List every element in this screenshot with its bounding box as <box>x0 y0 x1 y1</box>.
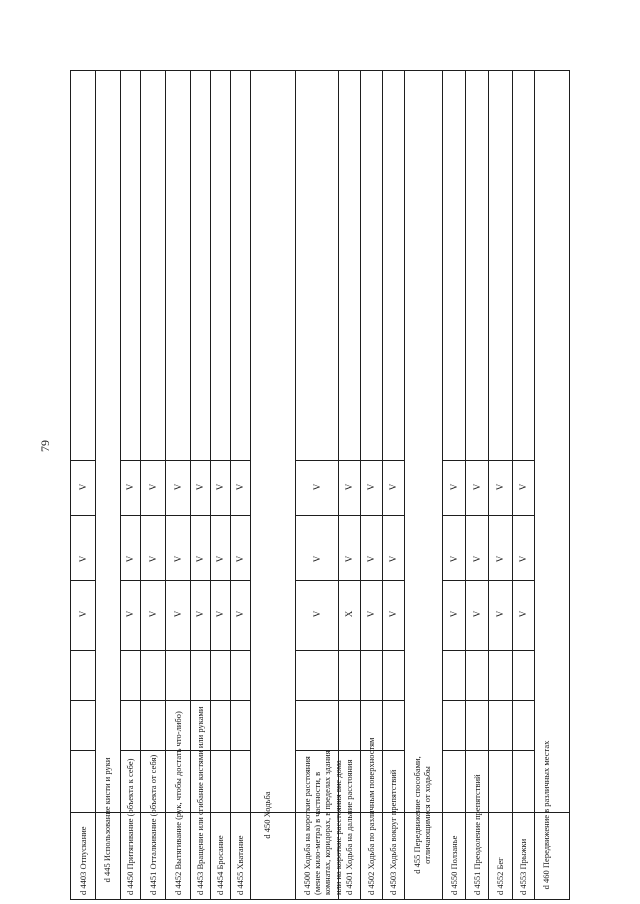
column-separator <box>338 460 360 461</box>
section-heading: d 460 Передвижение в различных местах <box>541 740 551 890</box>
column-separator <box>165 580 190 581</box>
column-separator <box>230 460 250 461</box>
check-mark: V <box>344 483 354 491</box>
row-label: d 4552 Бег <box>495 857 505 895</box>
check-mark: V <box>471 555 482 563</box>
column-separator <box>488 650 512 651</box>
section-heading: d 455 Передвижение способами, отличающимися от ходьбы <box>412 756 433 874</box>
column-separator <box>230 580 250 581</box>
row-separator <box>250 70 251 900</box>
column-separator <box>488 515 512 516</box>
row-separator <box>465 70 466 900</box>
check-mark: V <box>495 483 505 491</box>
column-separator <box>382 700 404 701</box>
check-mark: V <box>235 555 245 563</box>
check-mark: V <box>471 483 482 491</box>
column-separator <box>140 580 165 581</box>
check-mark: V <box>215 610 225 618</box>
check-mark: V <box>388 483 398 491</box>
check-mark: V <box>518 555 528 563</box>
column-separator <box>120 580 140 581</box>
row-label: d 4502 Ходьба по различным поверхностям <box>366 737 376 895</box>
column-separator <box>70 460 95 461</box>
row-separator <box>442 70 443 900</box>
column-separator <box>338 700 360 701</box>
column-separator <box>165 700 190 701</box>
row-separator <box>569 70 570 900</box>
check-mark: V <box>366 555 376 563</box>
check-mark: V <box>311 555 322 563</box>
column-separator <box>512 700 534 701</box>
column-separator <box>338 515 360 516</box>
column-separator <box>210 460 230 461</box>
check-mark: V <box>388 610 398 618</box>
column-separator <box>190 460 210 461</box>
row-separator <box>190 70 191 900</box>
column-separator <box>512 515 534 516</box>
row-label: d 4451 Отталкивание (объекта от себя) <box>147 754 158 895</box>
column-separator <box>210 700 230 701</box>
column-separator <box>120 515 140 516</box>
column-separator <box>465 700 488 701</box>
column-separator <box>360 650 382 651</box>
check-mark: V <box>518 483 528 491</box>
column-separator <box>512 650 534 651</box>
column-separator <box>70 899 570 900</box>
column-separator <box>442 515 465 516</box>
row-label: d 4403 Отпускание <box>77 826 88 895</box>
check-mark: V <box>147 483 158 491</box>
column-separator <box>190 650 210 651</box>
column-separator <box>295 460 338 461</box>
row-label: d 4450 Притягивание (объекта к себе) <box>125 758 135 895</box>
column-separator <box>210 580 230 581</box>
row-separator <box>534 70 535 900</box>
check-mark: V <box>311 610 322 618</box>
column-separator <box>465 650 488 651</box>
column-separator <box>140 460 165 461</box>
column-separator <box>512 580 534 581</box>
column-separator <box>70 515 95 516</box>
column-separator <box>465 460 488 461</box>
check-mark: V <box>125 610 135 618</box>
check-mark: V <box>471 610 482 618</box>
check-mark: V <box>125 555 135 563</box>
column-separator <box>382 580 404 581</box>
row-separator <box>360 70 361 900</box>
check-mark: V <box>77 483 88 491</box>
column-separator <box>70 580 95 581</box>
row-label: d 4455 Хватание <box>235 835 245 895</box>
check-mark: V <box>235 610 245 618</box>
row-label: d 4500 Ходьба на короткие расстояния (менее кило-метра) в частности, в комнатах, коридорах, в пределах здания или на короткие расстояния вне дома <box>301 750 343 895</box>
check-mark: V <box>448 483 459 491</box>
row-label: d 4501 Ходьба на дальние расстояния <box>344 759 354 895</box>
assessment-table <box>70 70 570 900</box>
column-separator <box>382 650 404 651</box>
column-separator <box>190 580 210 581</box>
check-mark: V <box>215 483 225 491</box>
column-separator <box>140 515 165 516</box>
row-label: d 4454 Бросание <box>215 835 225 895</box>
column-separator <box>382 460 404 461</box>
row-separator <box>488 70 489 900</box>
column-separator <box>360 700 382 701</box>
column-separator <box>165 650 190 651</box>
column-separator <box>120 700 140 701</box>
column-separator <box>360 580 382 581</box>
column-separator <box>120 650 140 651</box>
row-separator <box>210 70 211 900</box>
row-separator <box>512 70 513 900</box>
column-separator <box>230 515 250 516</box>
row-separator <box>95 70 96 900</box>
column-separator <box>70 650 95 651</box>
row-label: d 4503 Ходьба вокруг препятствий <box>388 769 398 895</box>
cross-mark: X <box>344 610 354 618</box>
check-mark: V <box>147 555 158 563</box>
check-mark: V <box>195 610 205 618</box>
check-mark: V <box>388 555 398 563</box>
column-separator <box>70 70 570 71</box>
column-separator <box>295 650 338 651</box>
column-separator <box>442 580 465 581</box>
column-separator <box>230 650 250 651</box>
row-separator <box>140 70 141 900</box>
row-label: d 4452 Вытягивание (рук, чтобы достать что-либо) <box>172 711 183 895</box>
column-separator <box>338 650 360 651</box>
column-separator <box>382 515 404 516</box>
row-separator <box>295 70 296 900</box>
column-separator <box>70 700 95 701</box>
column-separator <box>140 700 165 701</box>
column-separator <box>190 700 210 701</box>
row-separator <box>404 70 405 900</box>
column-separator <box>295 515 338 516</box>
check-mark: V <box>235 483 245 491</box>
row-label: d 4550 Ползанье <box>448 835 459 895</box>
column-separator <box>465 580 488 581</box>
column-separator <box>442 700 465 701</box>
check-mark: V <box>215 555 225 563</box>
check-mark: V <box>311 483 322 491</box>
column-separator <box>190 515 210 516</box>
row-separator <box>70 70 71 900</box>
column-separator <box>360 460 382 461</box>
column-separator <box>165 460 190 461</box>
column-separator <box>210 650 230 651</box>
column-separator <box>140 650 165 651</box>
row-separator <box>382 70 383 900</box>
check-mark: V <box>195 555 205 563</box>
column-separator <box>512 460 534 461</box>
column-separator <box>295 580 338 581</box>
column-separator <box>295 700 338 701</box>
row-separator <box>120 70 121 900</box>
check-mark: V <box>518 610 528 618</box>
check-mark: V <box>366 483 376 491</box>
check-mark: V <box>344 555 354 563</box>
column-separator <box>230 700 250 701</box>
row-label: d 4553 Прыжки <box>518 838 528 895</box>
check-mark: V <box>172 610 183 618</box>
row-separator <box>165 70 166 900</box>
page-number: 79 <box>38 440 52 452</box>
column-separator <box>442 650 465 651</box>
column-separator <box>360 515 382 516</box>
check-mark: V <box>448 610 459 618</box>
check-mark: V <box>172 555 183 563</box>
column-separator <box>488 580 512 581</box>
check-mark: V <box>77 610 88 618</box>
check-mark: V <box>125 483 135 491</box>
column-separator <box>465 515 488 516</box>
check-mark: V <box>495 555 505 563</box>
check-mark: V <box>77 555 88 563</box>
column-separator <box>488 700 512 701</box>
check-mark: V <box>366 610 376 618</box>
section-heading: d 445 Использование кисти и руки <box>101 757 112 883</box>
column-separator <box>442 460 465 461</box>
row-separator <box>230 70 231 900</box>
column-separator <box>488 460 512 461</box>
column-separator <box>338 580 360 581</box>
column-separator <box>165 515 190 516</box>
column-separator <box>210 515 230 516</box>
column-separator <box>120 460 140 461</box>
check-mark: V <box>495 610 505 618</box>
check-mark: V <box>195 483 205 491</box>
check-mark: V <box>172 483 183 491</box>
check-mark: V <box>147 610 158 618</box>
check-mark: V <box>448 555 459 563</box>
row-label: d 4453 Вращение или сгибание кистями или руками <box>195 706 205 895</box>
row-label: d 4551 Преодоление препятствий <box>471 774 482 895</box>
section-heading: d 450 Ходьба <box>261 791 272 839</box>
